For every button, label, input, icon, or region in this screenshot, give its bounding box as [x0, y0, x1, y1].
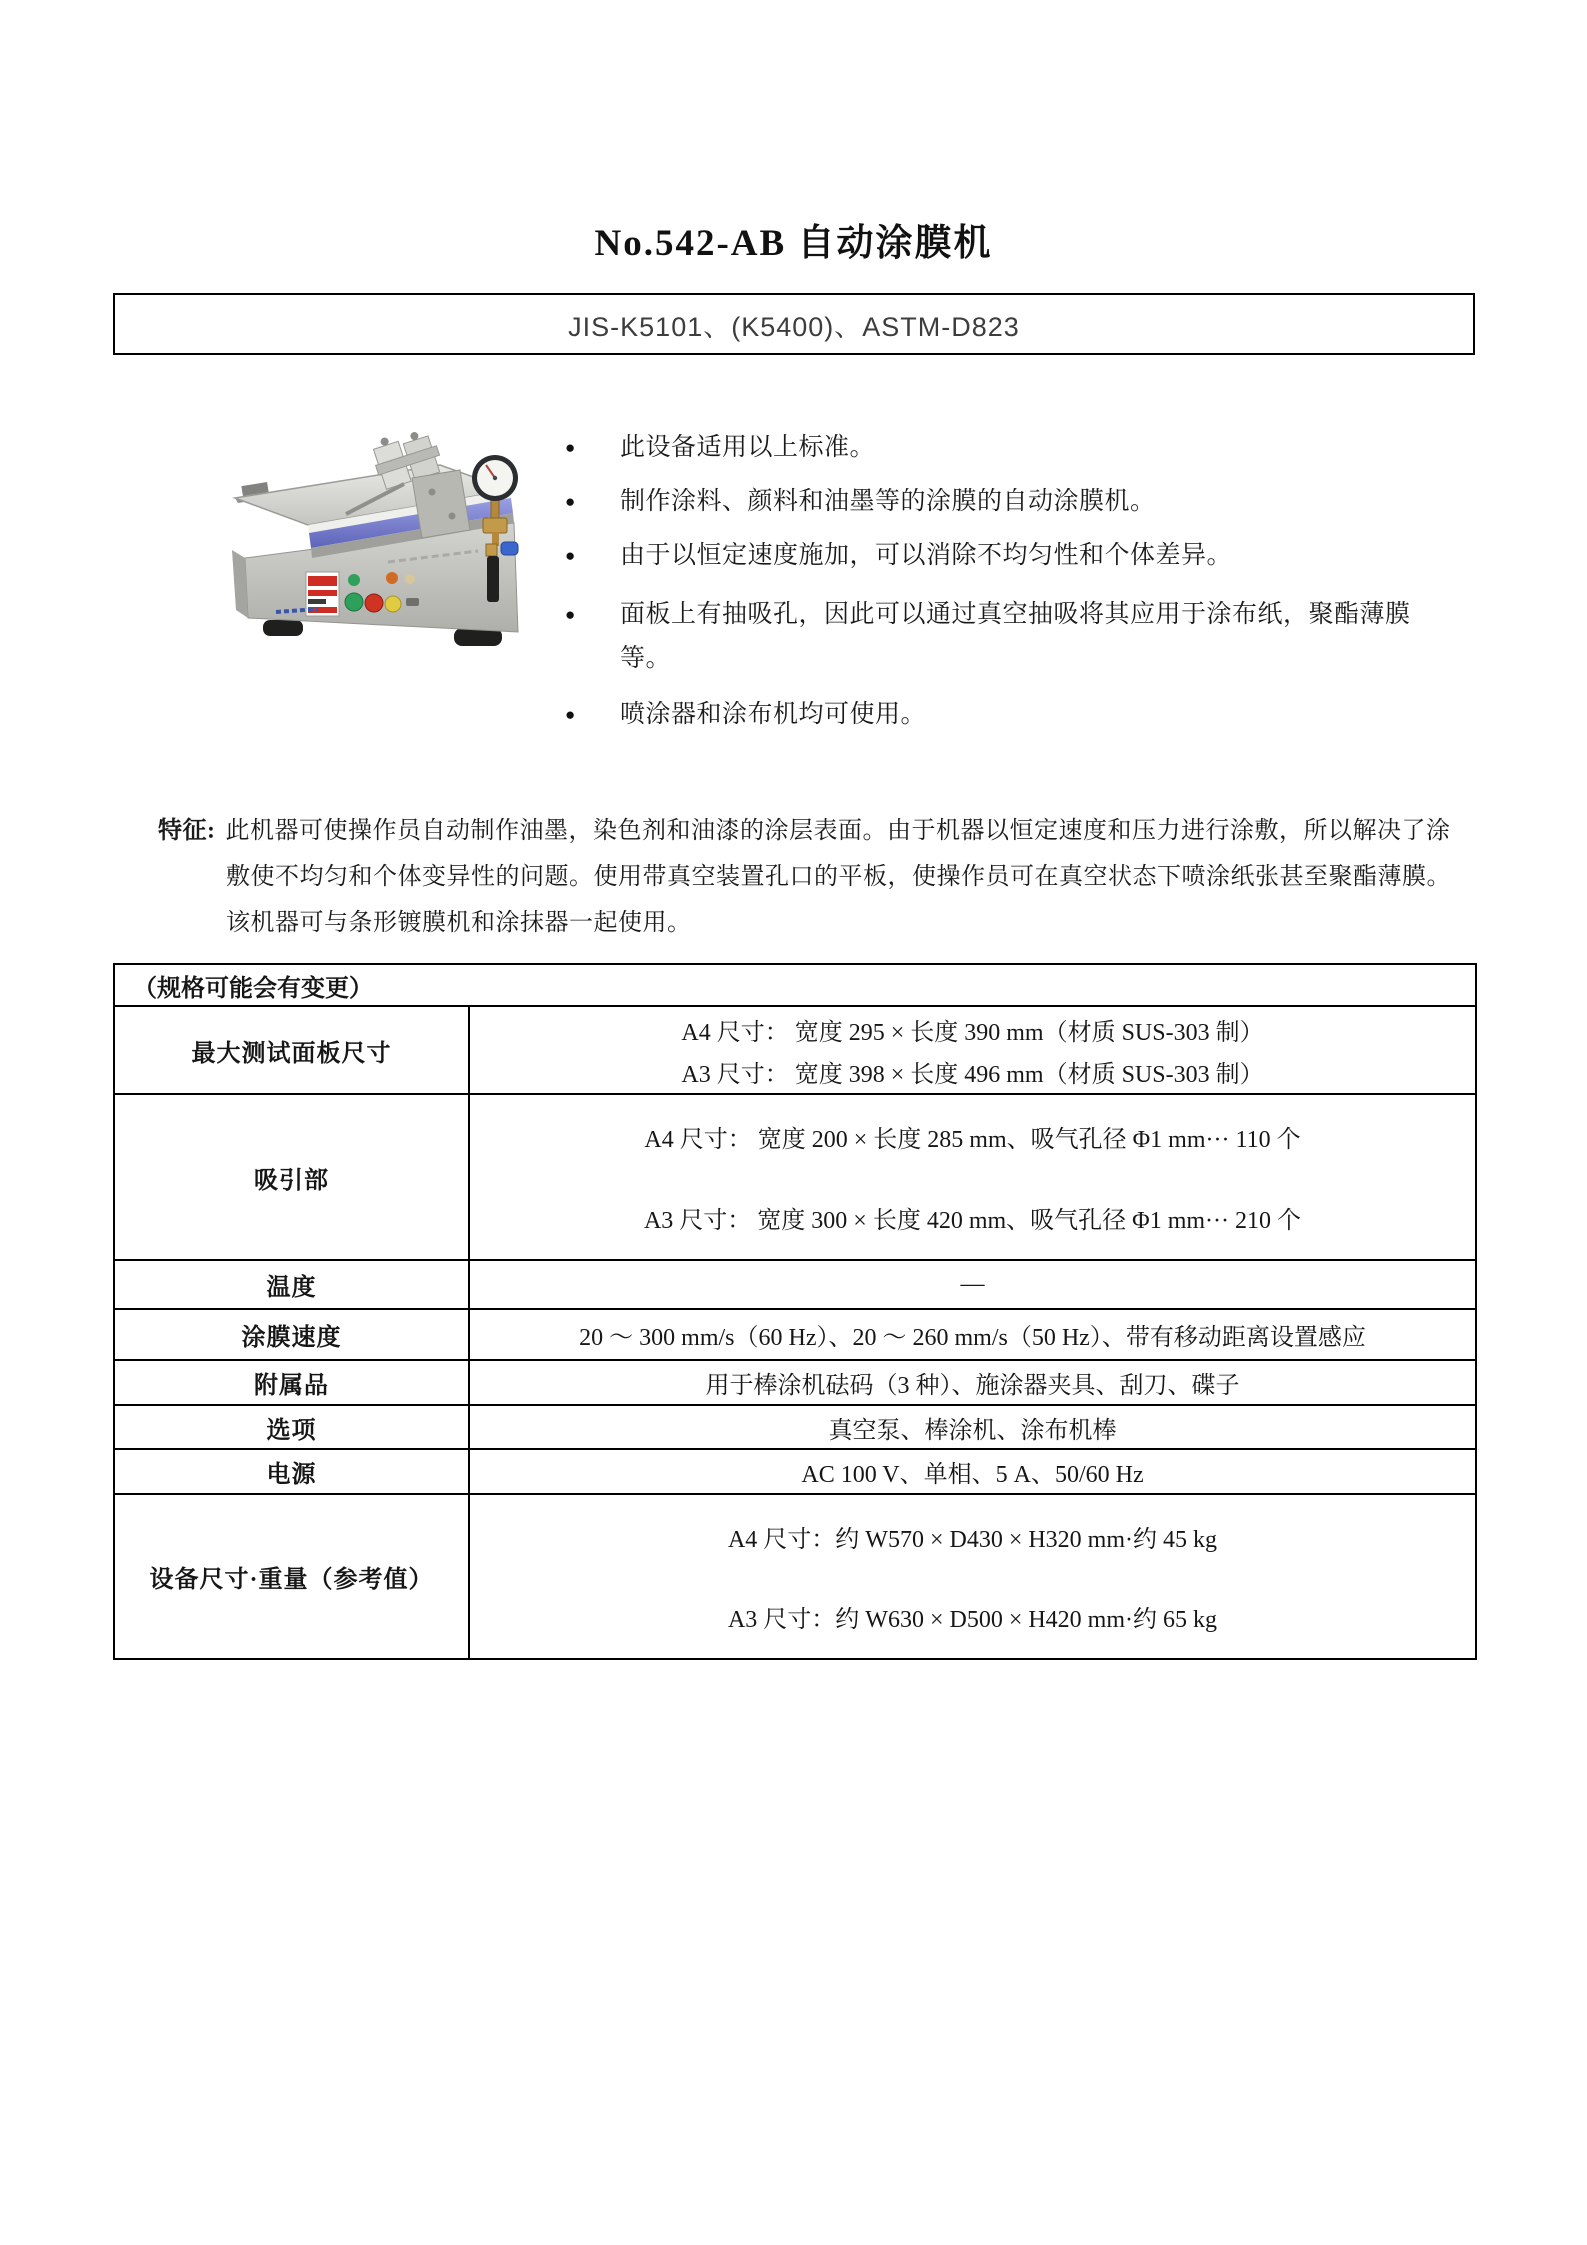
- product-photo: [160, 420, 550, 670]
- row-label: 最大测试面板尺寸: [114, 1006, 469, 1094]
- row-value: AC 100 V、单相、5 A、50/60 Hz: [469, 1449, 1476, 1494]
- row-label: 附属品: [114, 1360, 469, 1405]
- row-value: A3 尺寸： 宽度 300 × 长度 420 mm、吸气孔径 Φ1 mm··· 210 个: [643, 1208, 1302, 1234]
- bullet-item: [565, 693, 1475, 737]
- table-note: （规格可能会有变更）: [114, 964, 1476, 1006]
- features-text: 此机器可使操作员自动制作油墨，染色剂和油漆的涂层表面。由于机器以恒定速度和压力进行涂敷，所以解决了涂敷使不均匀和个体变异性的问题。使用带真空装置孔口的平板，使操作员可在真空状态下喷涂纸张甚至聚酯薄膜。该机器可与条形镀膜机和涂抹器一起使用。: [225, 818, 1451, 936]
- indicator-light-orange: [386, 572, 398, 584]
- row-label: 选项: [114, 1405, 469, 1449]
- row-value-cell: [469, 1094, 1476, 1260]
- table-row: [114, 1309, 1476, 1360]
- row-value-cell: [469, 1494, 1476, 1659]
- row-value: —: [469, 1260, 1476, 1309]
- bullet-icon: ●: [565, 492, 576, 511]
- feature-bullets: [565, 426, 1475, 747]
- table-row: [114, 1260, 1476, 1309]
- row-value: 真空泵、棒涂机、涂布机棒: [469, 1405, 1476, 1449]
- table-row: [114, 1494, 1476, 1659]
- table-row: [114, 1360, 1476, 1405]
- bullet-icon: ●: [565, 438, 576, 457]
- row-value: 用于棒涂机砝码（3 种）、施涂器夹具、刮刀、碟子: [469, 1360, 1476, 1405]
- bullet-text: 由于以恒定速度施加，可以消除不均匀性和个体差异。: [620, 542, 1233, 569]
- row-value: A3 尺寸： 宽度 398 × 长度 496 mm（材质 SUS-303 制）: [681, 1061, 1264, 1088]
- bullet-item: [565, 534, 1475, 578]
- row-label: 吸引部: [114, 1094, 469, 1260]
- indicator-light-green: [348, 574, 360, 586]
- features-paragraph: [158, 808, 1474, 946]
- bullet-text: 面板上有抽吸孔，因此可以通过真空抽吸将其应用于涂布纸，聚酯薄膜等。: [620, 601, 1411, 672]
- bullet-item: [565, 426, 1475, 470]
- row-value: A4 尺寸： 宽度 295 × 长度 390 mm（材质 SUS-303 制）: [681, 1019, 1264, 1046]
- page-title: No.542-AB 自动涂膜机: [594, 223, 993, 264]
- table-note-row: [114, 964, 1476, 1006]
- table-row: [114, 1094, 1476, 1260]
- bullet-item: [565, 593, 1475, 681]
- row-value: 20 ～ 300 mm/s（60 Hz）、20 ～ 260 mm/s（50 Hz）、带有移动距离设置感应: [469, 1309, 1476, 1360]
- row-label: 设备尺寸·重量（参考值）: [114, 1494, 469, 1659]
- row-value: A4 尺寸：约 W570 × D430 × H320 mm·约 45 kg: [727, 1526, 1218, 1553]
- features-label: 特征:: [158, 818, 216, 844]
- table-row: [114, 1449, 1476, 1494]
- machine-image: [160, 420, 550, 670]
- bullet-icon: ●: [565, 546, 576, 565]
- machine-foot: [263, 620, 303, 636]
- standards-box: [113, 293, 1475, 355]
- bullet-text: 制作涂料、颜料和油墨等的涂膜的自动涂膜机。: [620, 488, 1156, 515]
- table-row: [114, 1405, 1476, 1449]
- button-red: [365, 594, 383, 612]
- button-green: [345, 593, 363, 611]
- row-value: A3 尺寸：约 W630 × D500 × H420 mm·约 65 kg: [727, 1607, 1218, 1634]
- row-value: A4 尺寸： 宽度 200 × 长度 285 mm、吸气孔径 Φ1 mm··· 110 个: [644, 1127, 1301, 1153]
- valve-knob: [501, 542, 518, 555]
- bullet-text: 喷涂器和涂布机均可使用。: [620, 701, 927, 728]
- button-yellow: [385, 596, 401, 612]
- bullet-icon: ●: [565, 605, 576, 624]
- row-label: 电源: [114, 1449, 469, 1494]
- toggle-switch: [406, 598, 419, 606]
- bullet-item: [565, 480, 1475, 524]
- bullet-icon: ●: [565, 705, 576, 724]
- row-label: 涂膜速度: [114, 1309, 469, 1360]
- row-label: 温度: [114, 1260, 469, 1309]
- bullet-text: 此设备适用以上标准。: [620, 434, 876, 461]
- indicator-light-beige: [405, 574, 415, 584]
- row-value-cell: [469, 1006, 1476, 1094]
- table-row: [114, 1006, 1476, 1094]
- standards-text: JIS-K5101、(K5400)、ASTM-D823: [568, 311, 1020, 342]
- spec-table: [113, 963, 1477, 1660]
